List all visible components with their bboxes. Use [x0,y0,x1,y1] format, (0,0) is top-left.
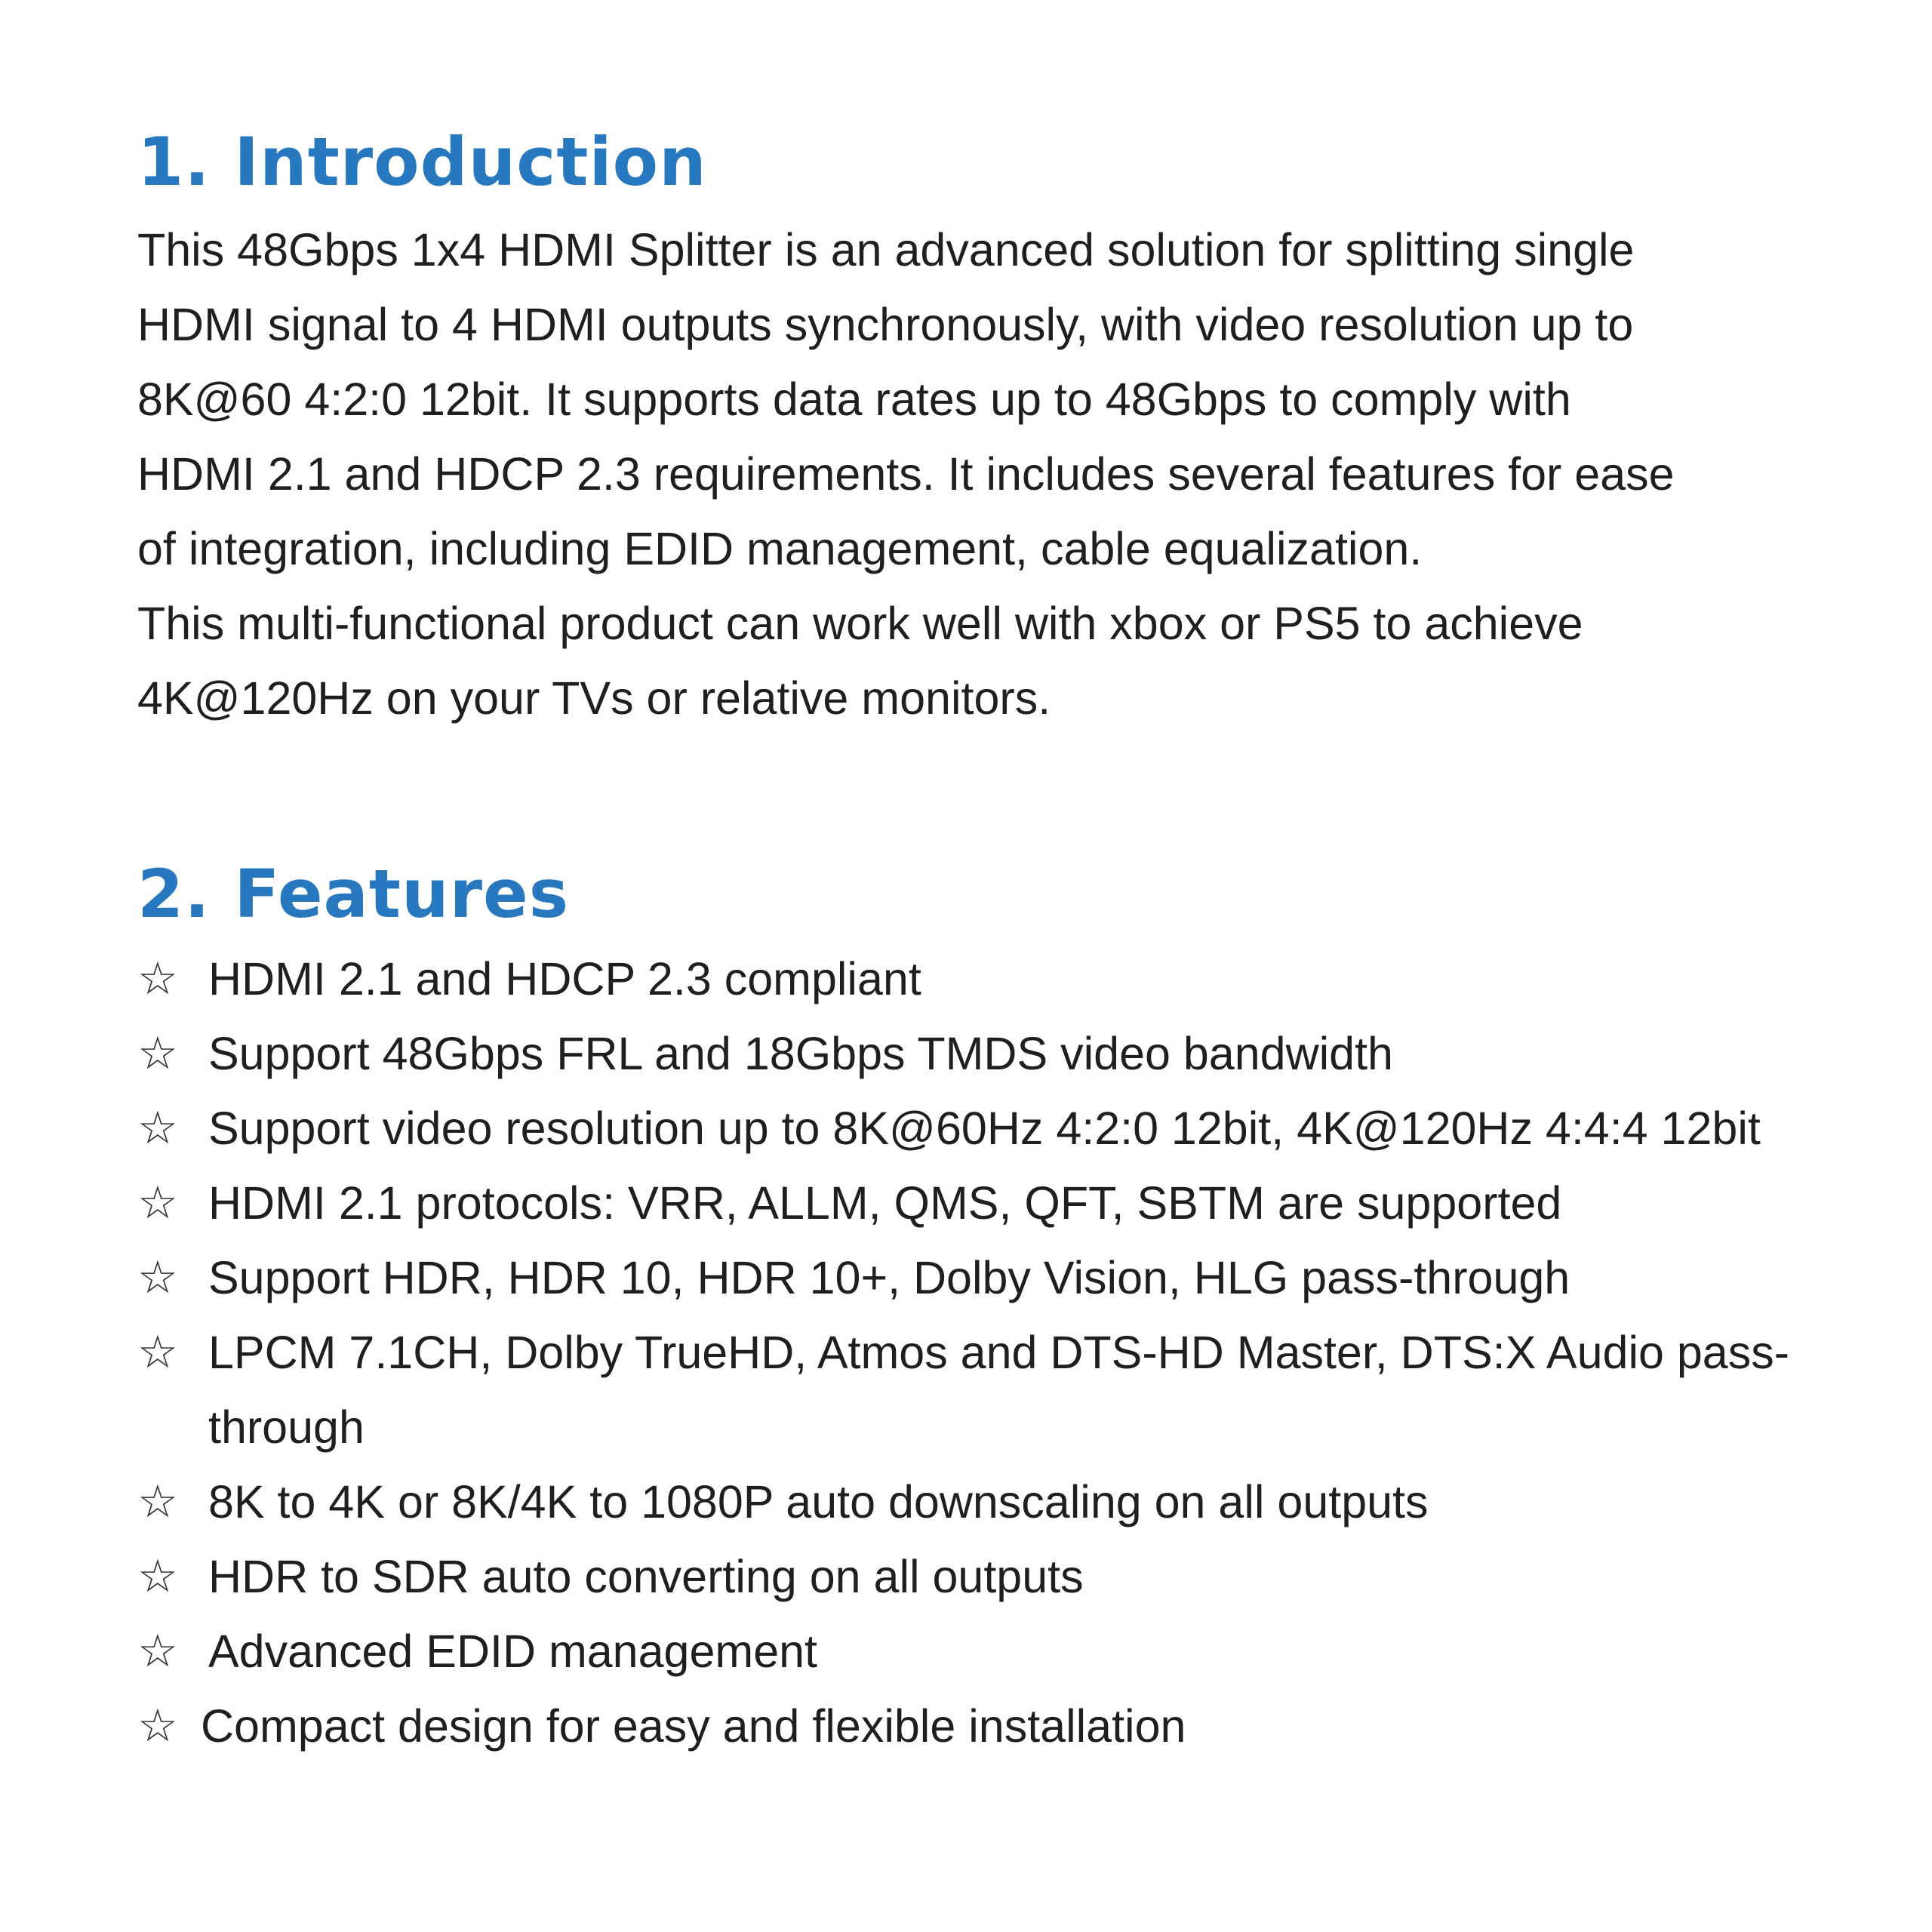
feature-item [137,1315,1843,1465]
introduction-line: of integration, including EDID management, cable equalization. [137,523,1423,574]
introduction-line: 8K@60 4:2:0 12bit. It supports data rates up to 48Gbps to comply with [137,374,1571,425]
introduction-line: This multi-functional product can work well with xbox or PS5 to achieve [137,598,1583,649]
star-outline-icon: ☆ [137,1550,178,1603]
feature-text: LPCM 7.1CH, Dolby TrueHD, Atmos and DTS-HD Master, DTS:X Audio pass-through [208,1327,1790,1453]
introduction-heading: 1. Introduction [137,123,707,201]
feature-item [137,942,1843,1017]
introduction-line: HDMI 2.1 and HDCP 2.3 requirements. It includes several features for ease [137,448,1675,500]
star-outline-icon: ☆ [137,1102,178,1155]
introduction-line: 4K@120Hz on your TVs or relative monitors. [137,672,1051,724]
feature-text: 8K to 4K or 8K/4K to 1080P auto downscaling on all outputs [208,1476,1429,1527]
feature-text: HDMI 2.1 protocols: VRR, ALLM, QMS, QFT, SBTM are supported [208,1177,1562,1229]
star-outline-icon: ☆ [137,1251,178,1304]
feature-item [137,1241,1843,1315]
feature-item [137,1017,1843,1091]
feature-text: Advanced EDID management [208,1626,817,1677]
features-heading: 2. Features [137,855,570,933]
feature-text: HDMI 2.1 and HDCP 2.3 compliant [208,953,921,1004]
features-list [137,942,1843,1764]
feature-text: Compact design for easy and flexible installation [201,1700,1186,1752]
feature-item [137,1166,1843,1241]
star-outline-icon: ☆ [137,1027,178,1080]
feature-text: Support 48Gbps FRL and 18Gbps TMDS video bandwidth [208,1028,1393,1079]
feature-text: HDR to SDR auto converting on all outputs [208,1551,1084,1602]
document-page [137,113,1843,1764]
feature-item [137,1091,1843,1166]
introduction-line: This 48Gbps 1x4 HDMI Splitter is an advanced solution for splitting single [137,224,1635,275]
feature-text: Support HDR, HDR 10, HDR 10+, Dolby Vision, HLG pass-through [208,1252,1571,1303]
introduction-body [137,213,1843,736]
feature-item [137,1465,1843,1540]
feature-text: Support video resolution up to 8K@60Hz 4:2:0 12bit, 4K@120Hz 4:4:4 12bit [208,1103,1761,1154]
feature-item [137,1540,1843,1614]
star-outline-icon: ☆ [137,1177,178,1229]
star-outline-icon: ☆ [137,1475,178,1528]
star-outline-icon: ☆ [137,1625,178,1678]
star-outline-icon: ☆ [137,952,178,1005]
star-outline-icon: ☆ [137,1700,178,1752]
star-outline-icon: ☆ [137,1326,178,1379]
feature-item [137,1689,1843,1764]
feature-item [137,1614,1843,1689]
introduction-line: HDMI signal to 4 HDMI outputs synchronously, with video resolution up to [137,299,1634,350]
